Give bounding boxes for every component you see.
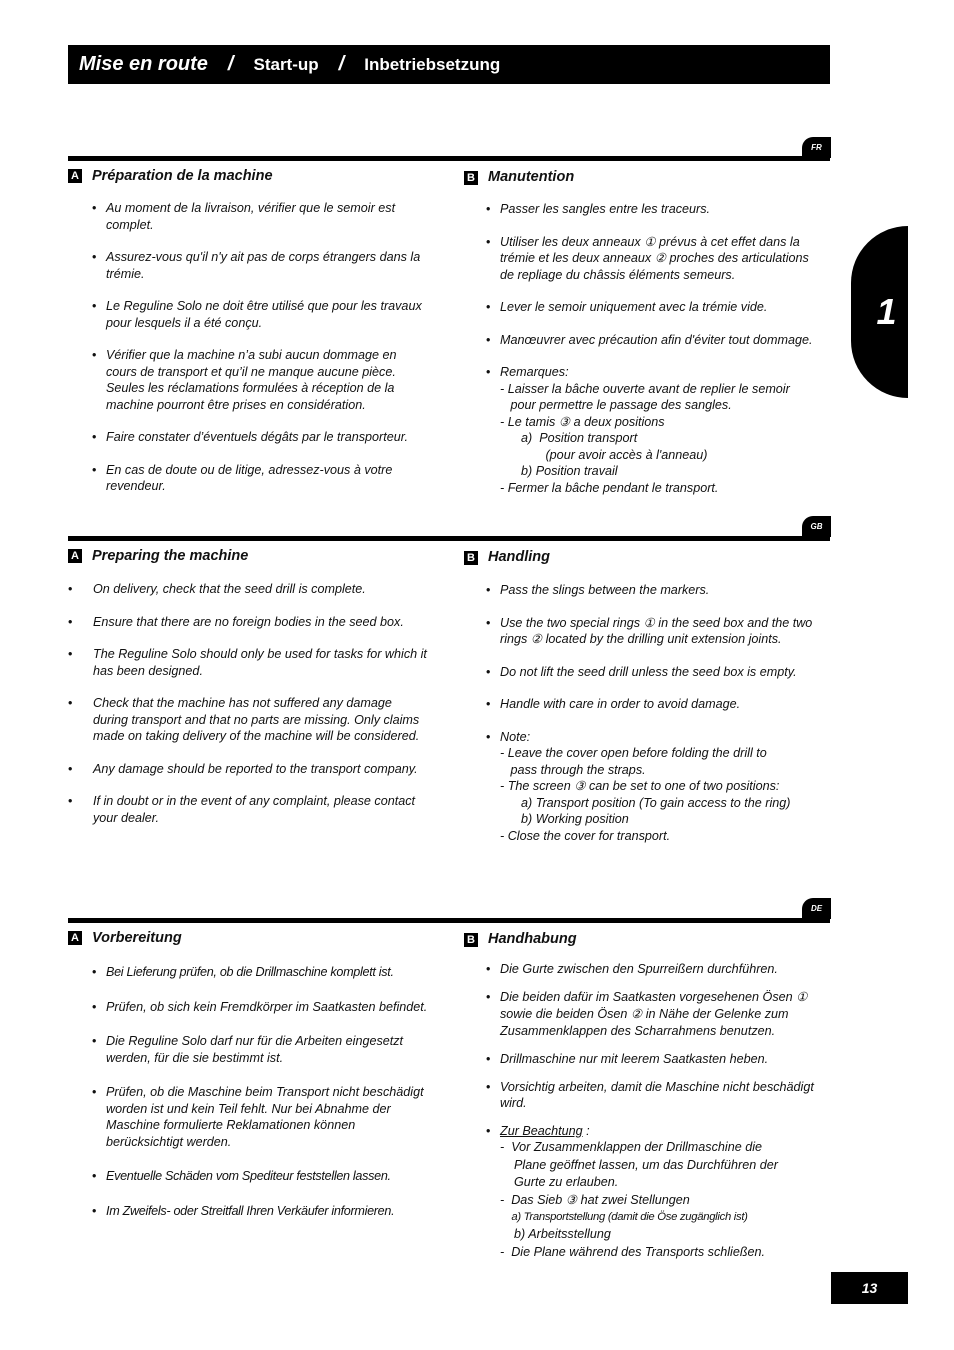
list-item: • If in doubt or in the event of any complaint, please contact your dealer. <box>68 793 428 826</box>
section-rule-gb <box>68 536 830 541</box>
list-item: • Faire constater d’éventuels dégâts par le transporteur. <box>92 429 428 446</box>
title-fr: Mise en route <box>79 53 208 75</box>
list-item: • Eventuelle Schäden vom Spediteur feststellen lassen. <box>92 1168 428 1185</box>
gb-b-notes <box>500 745 814 844</box>
note-line: a) Transport position (To gain access to the ring) <box>500 795 791 810</box>
note-line: pour permettre le passage des sangles. <box>500 398 732 412</box>
list-item: • On delivery, check that the seed drill is complete. <box>68 581 428 598</box>
fr-b-notes <box>500 381 814 497</box>
note-line: (pour avoir accès à l'anneau) <box>500 447 708 462</box>
de-section-b <box>464 930 814 1261</box>
gb-section-b <box>464 548 814 844</box>
de-section-a <box>68 930 428 1219</box>
list-item: • Pass the slings between the markers. <box>486 582 814 599</box>
note-line: - Vor Zusammenklappen der Drillmaschine die <box>500 1140 763 1155</box>
de-b-heading <box>464 930 814 947</box>
note-line: - Das Sieb ③ hat zwei Stellungen <box>500 1192 690 1207</box>
lang-tag-de: DE <box>802 898 831 919</box>
gb-b-heading <box>464 548 814 565</box>
gb-a-list <box>68 581 428 826</box>
page-header <box>68 45 830 84</box>
list-item: • Lever le semoir uniquement avec la trémie vide. <box>486 299 814 316</box>
fr-a-heading <box>68 168 428 184</box>
list-item: • Prüfen, ob sich kein Fremdkörper im Saatkasten befindet. <box>92 999 428 1016</box>
gb-section-a <box>68 548 428 826</box>
list-item: • The Reguline Solo should only be used for tasks for which it has been designed. <box>68 646 428 679</box>
title-en: Start-up <box>253 54 319 74</box>
note-line: a) Transportstellung (damit die Öse zugänglich ist) <box>500 1211 748 1224</box>
note-line: Plane geöffnet lassen, um das Durchführen der <box>500 1157 778 1172</box>
section-rule-fr <box>68 156 830 161</box>
list-item <box>486 1123 814 1140</box>
chapter-tab <box>851 226 908 398</box>
list-item: • En cas de doute ou de litige, adressez-vous à votre revendeur. <box>92 462 428 495</box>
list-item: • Drillmaschine nur mit leerem Saatkasten heben. <box>486 1051 814 1068</box>
de-note-heading: Zur Beachtung <box>500 1123 583 1138</box>
list-item: • Handle with care in order to avoid damage. <box>486 696 814 713</box>
fr-b-heading <box>464 168 814 185</box>
badge-a: A <box>68 931 82 945</box>
list-item: • Check that the machine has not suffered any damage during transport and that no parts are missing. Only claims made on taking delivery of the machine will be considered. <box>68 695 428 745</box>
list-item: • Prüfen, ob die Maschine beim Transport nicht beschädigt worden ist und kein Teil fehlt. Nur bei Abnahme der Maschine formulierte Reklamationen können berücksichtigt werden. <box>92 1084 428 1150</box>
list-item: • Any damage should be reported to the transport company. <box>68 761 428 778</box>
note-line: - Laisser la bâche ouverte avant de replier le semoir <box>500 381 790 396</box>
list-item: • Le Reguline Solo ne doit être utilisé que pour les travaux pour lesquels il a été conçu. <box>92 298 428 331</box>
title-separator: / <box>227 53 234 75</box>
list-item: • Die beiden dafür im Saatkasten vorgesehenen Ösen ① sowie die beiden Ösen ② in Nähe der Gelenke zum Zusammenklappen des Scharrahmens benutzen. <box>486 989 814 1041</box>
badge-a: A <box>68 549 82 563</box>
list-item: • Im Zweifels- oder Streitfall Ihren Verkäufer informieren. <box>92 1203 428 1220</box>
badge-a: A <box>68 169 82 183</box>
badge-b: B <box>464 171 478 185</box>
lang-tag-fr: FR <box>802 137 831 158</box>
note-line: - Die Plane während des Transports schließen. <box>500 1244 766 1259</box>
de-a-title: Vorbereitung <box>92 930 182 946</box>
fr-a-list <box>92 200 428 495</box>
section-rule-de <box>68 918 830 923</box>
fr-b-list <box>486 201 814 381</box>
note-line: - Leave the cover open before folding the drill to <box>500 746 767 760</box>
list-item: • Manœuvrer avec précaution afin d'éviter tout dommage. <box>486 332 814 349</box>
de-note-colon: : <box>582 1123 590 1138</box>
list-item: • Bei Lieferung prüfen, ob die Drillmaschine komplett ist. <box>92 964 428 981</box>
title-de: Inbetriebsetzung <box>364 54 501 74</box>
lang-tag-gb: GB <box>802 516 831 537</box>
list-item: • Utiliser les deux anneaux ① prévus à cet effet dans la trémie et les deux anneaux ② proches des articulations de repliage du châssis éléments semeurs. <box>486 234 814 284</box>
fr-section-b <box>464 168 814 496</box>
note-line: - Le tamis ③ a deux positions <box>500 414 665 429</box>
note-line: b) Position travail <box>500 464 618 478</box>
gb-b-title: Handling <box>488 548 551 565</box>
list-item: • Vorsichtig arbeiten, damit die Maschine nicht beschädigt wird. <box>486 1079 814 1112</box>
de-b-notes <box>500 1139 814 1261</box>
badge-b: B <box>464 933 478 947</box>
list-item: • Assurez-vous qu'il n'y ait pas de corps étrangers dans la trémie. <box>92 249 428 282</box>
list-item: • Au moment de la livraison, vérifier que le semoir est complet. <box>92 200 428 233</box>
note-line: pass through the straps. <box>500 762 646 777</box>
chapter-number: 1 <box>876 291 897 332</box>
gb-a-heading <box>68 548 428 564</box>
list-item: • Ensure that there are no foreign bodies in the seed box. <box>68 614 428 631</box>
de-a-list <box>92 964 428 1219</box>
note-line: - Fermer la bâche pendant le transport. <box>500 480 719 495</box>
list-item: • Do not lift the seed drill unless the seed box is empty. <box>486 664 814 681</box>
fr-section-a <box>68 168 428 495</box>
de-b-list <box>486 961 814 1139</box>
note-line: b) Arbeitsstellung <box>500 1227 611 1242</box>
list-item: • Die Reguline Solo darf nur für die Arbeiten eingesetzt werden, für die sie bestimmt ist. <box>92 1033 428 1066</box>
gb-b-list <box>486 582 814 745</box>
fr-a-title: Préparation de la machine <box>92 168 273 184</box>
gb-a-title: Preparing the machine <box>92 548 249 564</box>
de-b-title: Handhabung <box>488 930 577 947</box>
list-item: • Vérifier que la machine n’a subi aucun dommage en cours de transport et qu’il ne manque aucune pièce. Seules les réclamations formulées à réception de la machine pourront être prises en considération. <box>92 347 428 413</box>
title-separator: / <box>338 53 345 75</box>
note-line: Gurte zu erlauben. <box>500 1175 619 1190</box>
list-item: • Use the two special rings ① in the seed box and the two rings ② located by the drilling unit extension joints. <box>486 615 814 648</box>
page-number: 13 <box>831 1272 908 1304</box>
list-item: • Die Gurte zwischen den Spurreißern durchführen. <box>486 961 814 978</box>
note-line: b) Working position <box>500 812 629 826</box>
note-line: a) Position transport <box>500 431 638 445</box>
de-a-heading <box>68 930 428 946</box>
list-item: • Passer les sangles entre les traceurs. <box>486 201 814 218</box>
list-item: • Remarques: <box>486 364 814 381</box>
badge-b: B <box>464 551 478 565</box>
note-line: - Close the cover for transport. <box>500 828 671 843</box>
fr-b-title: Manutention <box>488 168 575 185</box>
list-item: • Note: <box>486 729 814 746</box>
note-line: - The screen ③ can be set to one of two positions: <box>500 779 780 793</box>
